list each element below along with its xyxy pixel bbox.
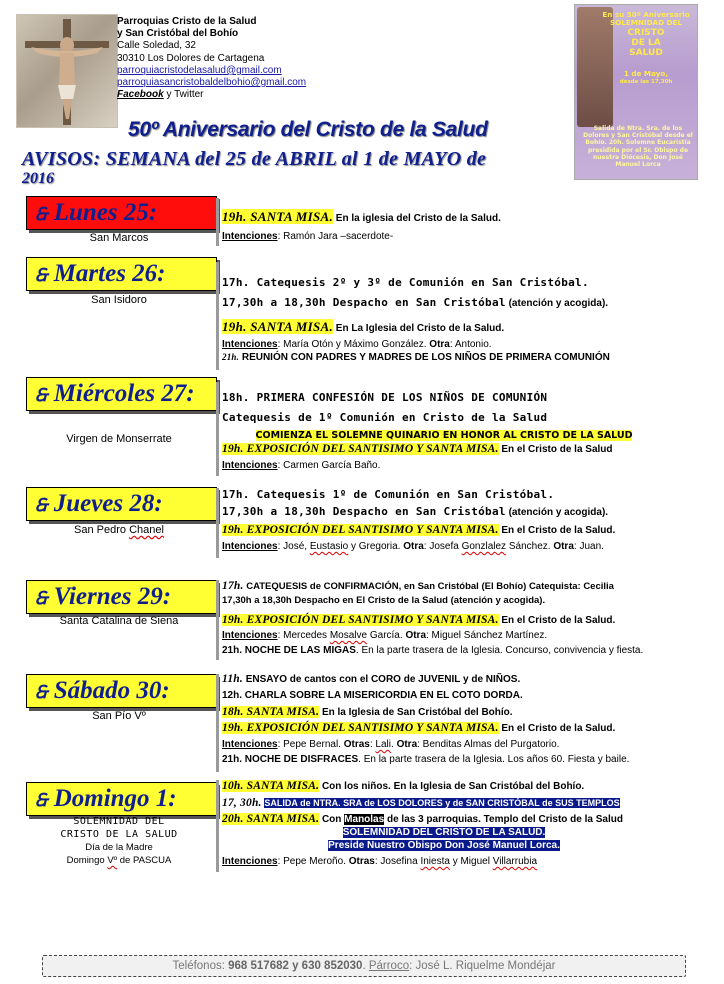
intentions-text: : Josefa xyxy=(423,541,462,552)
mothers-day: Día de la Madre xyxy=(85,842,153,853)
divider xyxy=(216,580,219,660)
otra-label: Otra xyxy=(405,630,426,641)
event-line xyxy=(222,706,513,718)
event-highlight: 19h. SANTA MISA. xyxy=(222,209,334,224)
intentions-label: Intenciones xyxy=(222,339,278,350)
page-title: 50º Aniversario del Cristo de la Salud xyxy=(128,118,488,141)
intentions-line xyxy=(222,856,537,867)
event-text: Catequesis de 1º Comunión en Cristo de la Salud xyxy=(222,411,548,424)
divider xyxy=(216,674,219,772)
easter-text: de PASCUA xyxy=(117,855,172,866)
event-text: 18h. PRIMERA CONFESIÓN DE LOS NIÑOS DE COMUNIÓN xyxy=(222,391,548,404)
intentions-text: : Juan. xyxy=(573,541,604,552)
crucifix-image xyxy=(16,14,118,128)
intentions-text: Mosalve xyxy=(329,630,368,641)
event-highlight: 19h. EXPOSICIÓN DEL SANTISIMO Y SANTA MISA. xyxy=(222,722,499,734)
intentions-text: Iniesta xyxy=(420,856,450,867)
otra-label: Otra xyxy=(396,739,418,750)
fleuron-icon: 🙲 xyxy=(35,790,48,810)
poster-line: CRISTO xyxy=(627,27,665,38)
easter-text: Domingo xyxy=(66,855,108,866)
event-text: 17,30h a 18,30h Despacho en El Cristo de la Salud (atención y acogida). xyxy=(222,595,546,606)
intentions-text: Eustasio xyxy=(309,541,349,552)
event-text: Con los niños. En la Iglesia de San Cristóbal del Bohío. xyxy=(319,781,585,792)
day-name: Miércoles 27: xyxy=(53,380,195,407)
intentions-line xyxy=(222,460,380,471)
divider xyxy=(216,382,219,476)
intentions-text: Sánchez. xyxy=(506,541,554,552)
notices-heading: AVISOS: SEMANA del 25 de ABRIL al 1 de MAYO de xyxy=(22,148,487,170)
contact-footer xyxy=(42,955,686,977)
intentions-label: Intenciones xyxy=(222,541,278,552)
event-line xyxy=(222,443,613,455)
easter-text: Vº xyxy=(107,855,118,866)
event-highlight: SALIDA de NTRA. SRA de LOS DOLORES y de SAN CRISTÓBAL de SUS TEMPLOS xyxy=(264,798,620,808)
event-line xyxy=(222,813,623,825)
event-text: 17h. Catequesis 2º y 3º de Comunión en San Cristóbal. xyxy=(222,276,589,289)
event-highlight: 19h. EXPOSICIÓN DEL SANTISIMO Y SANTA MISA. xyxy=(222,443,499,455)
intentions-text: : xyxy=(369,739,376,750)
event-highlight: COMIENZA EL SOLEMNE QUINARIO EN HONOR AL CRISTO DE LA SALUD xyxy=(255,430,633,441)
day-name: Domingo 1: xyxy=(53,785,177,812)
intentions-label: Intenciones xyxy=(222,739,278,750)
event-line xyxy=(222,673,520,685)
intentions-text: y Gregoria. xyxy=(348,541,404,552)
event-line xyxy=(222,840,666,851)
event-line xyxy=(222,430,666,441)
event-text: 17h. Catequesis 1º de Comunión en San Cristóbal. xyxy=(222,488,555,501)
fleuron-icon: 🙲 xyxy=(35,204,48,224)
event-text: 12h. CHARLA SOBRE LA MISERICORDIA EN EL COTO DORDA. xyxy=(222,690,523,701)
email-link-1[interactable]: parroquiacristodelasalud@gmail.com xyxy=(117,64,282,76)
event-line xyxy=(222,614,615,626)
solemnity-line: CRISTO DE LA SALUD xyxy=(60,829,178,840)
twitter-text: y Twitter xyxy=(163,89,204,101)
facebook-link[interactable]: Facebook xyxy=(117,89,164,101)
poster-bottom-text: Salida de Ntra. Sra. de los Dolores y San Cristóbal desde el Bohío. 20h. Solemne Eucaristía presidida por el Sr. Obispo de nuestra Diócesis, Don José Manuel Lorca xyxy=(583,125,693,169)
day-header-thursday xyxy=(26,487,217,521)
event-highlight: Manolas xyxy=(344,814,385,825)
event-text: En el Cristo de la Salud. xyxy=(498,525,616,536)
event-line xyxy=(222,524,615,536)
fleuron-icon: 🙲 xyxy=(35,495,48,515)
event-line xyxy=(222,754,629,765)
day-name: Martes 26: xyxy=(53,260,166,287)
email-link-2[interactable]: parroquiasancristobaldelbohio@gmail.com xyxy=(117,77,307,89)
divider xyxy=(216,488,219,558)
fleuron-icon: 🙲 xyxy=(35,682,48,702)
day-header-monday xyxy=(26,196,217,230)
event-text: 17,30h a 18,30h Despacho en San Cristóbal xyxy=(222,296,506,309)
parish-address: Calle Soledad, 32 xyxy=(117,40,196,52)
intentions-text: Gonzlalez xyxy=(461,541,507,552)
intentions-line xyxy=(222,739,559,750)
intentions-text: : Miguel Sánchez Martínez. xyxy=(426,630,548,641)
intentions-line xyxy=(222,231,393,242)
event-text: En la Iglesia de San Cristóbal del Bohío. xyxy=(319,707,513,718)
day-name: Jueves 28: xyxy=(53,490,163,517)
poster-line: SOLEMNIDAD DEL xyxy=(609,18,683,28)
intentions-text: : Carmen García Baño. xyxy=(277,460,381,471)
event-line xyxy=(222,391,547,404)
event-line xyxy=(222,276,589,289)
event-line xyxy=(222,488,554,501)
day-name: Viernes 29: xyxy=(53,583,172,610)
social-links xyxy=(117,89,357,101)
otra-label: Otra xyxy=(429,339,450,350)
saint-monday: San Marcos xyxy=(89,232,149,244)
otra-label: Otra xyxy=(553,541,574,552)
intentions-text: y Miguel xyxy=(449,856,493,867)
event-highlight: Preside Nuestro Obispo Don José Manuel Lorca. xyxy=(328,840,560,851)
event-line xyxy=(222,505,608,518)
event-line xyxy=(222,411,547,424)
divider xyxy=(216,198,219,246)
intentions-text: Villarrubia xyxy=(492,856,538,867)
day-name: Sábado 30: xyxy=(53,677,170,704)
poster-text xyxy=(597,11,695,87)
poster-line: SALUD xyxy=(629,47,663,58)
parish-info xyxy=(117,16,357,101)
event-highlight: SOLEMNIDAD DEL CRISTO DE LA SALUD. xyxy=(342,827,546,838)
event-highlight: 19h. EXPOSICIÓN DEL SANTISIMO Y SANTA MISA. xyxy=(222,614,499,626)
event-text: REUNIÓN CON PADRES Y MADRES DE LOS NIÑOS DE PRIMERA COMUNIÓN xyxy=(239,352,610,363)
saint-thursday xyxy=(24,524,214,536)
intentions-text: Lali xyxy=(375,739,391,750)
event-text: ENSAYO de cantos con el CORO de JUVENIL y de NIÑOS. xyxy=(242,674,521,685)
event-line xyxy=(222,690,523,701)
otras-label: Otras xyxy=(348,856,375,867)
intentions-text: . xyxy=(391,739,397,750)
saint-sunday xyxy=(24,815,214,867)
event-line xyxy=(222,797,620,809)
saint-text: San Pedro xyxy=(74,524,130,536)
intentions-line xyxy=(222,630,547,641)
intentions-label: Intenciones xyxy=(222,231,278,242)
intentions-label: Intenciones xyxy=(222,856,278,867)
divider xyxy=(216,780,219,872)
event-text: 17,30h a 18,30h Despacho en San Cristóbal xyxy=(222,505,506,518)
solemnity-line: SOLEMNIDAD DEL xyxy=(73,816,165,827)
event-line xyxy=(222,319,504,335)
event-time: 17h. xyxy=(222,580,244,592)
poster-time: desde las 17,30h xyxy=(619,79,673,86)
event-text: En el Cristo de la Salud. xyxy=(498,615,616,626)
notices-heading-year: 2016 xyxy=(22,170,54,187)
otras-label: Otras xyxy=(343,739,370,750)
event-text: de las 3 parroquias. Templo del Cristo de la Salud xyxy=(384,814,623,825)
fleuron-icon: 🙲 xyxy=(35,588,48,608)
day-header-friday xyxy=(26,580,217,614)
intentions-text: : Benditas Almas del Purgatorio. xyxy=(417,739,560,750)
event-text: 21h. NOCHE DE LAS MIGAS xyxy=(222,645,356,656)
day-header-sunday xyxy=(26,782,217,816)
event-text: CATEQUESIS de CONFIRMACIÓN, en San Cristóbal (El Bohío) Catequista: Cecilia xyxy=(243,581,614,592)
event-line xyxy=(222,352,610,363)
event-highlight: 20h. SANTA MISA. xyxy=(222,813,320,825)
event-text: En La Iglesia del Cristo de la Salud. xyxy=(333,323,505,334)
event-text: En el Cristo de la Salud. xyxy=(498,723,616,734)
crucifix-icon xyxy=(17,15,117,127)
event-line xyxy=(222,827,666,838)
intentions-text: : Antonio. xyxy=(449,339,492,350)
intentions-text: : Mercedes xyxy=(277,630,330,641)
event-text: Con xyxy=(319,814,345,825)
poster-date: 1 de Mayo, xyxy=(623,68,669,78)
easter-sunday xyxy=(24,854,214,867)
event-line xyxy=(222,296,608,309)
event-time: 11h. xyxy=(222,673,243,685)
saint-text: Chanel xyxy=(129,524,164,536)
fleuron-icon: 🙲 xyxy=(35,265,48,285)
parish-postal: 30310 Los Dolores de Cartagena xyxy=(117,52,265,64)
event-text: . En la parte trasera de la Iglesia. Los años 60. Fiesta y baile. xyxy=(358,754,630,765)
phones-label: Teléfonos: xyxy=(172,960,229,972)
day-name: Lunes 25: xyxy=(53,199,158,226)
saint-wednesday: Virgen de Monserrate xyxy=(66,433,172,445)
event-line xyxy=(222,780,584,792)
phones-value: 968 517682 y 630 852030 xyxy=(228,960,363,972)
event-text: 21h. NOCHE DE DISFRACES xyxy=(222,754,359,765)
saint-friday: Santa Catalina de Siena xyxy=(59,615,179,627)
event-time: 17, 30h. xyxy=(222,797,262,809)
intentions-text: : Ramón Jara –sacerdote- xyxy=(277,231,394,242)
parish-name-2: y San Cristóbal del Bohío xyxy=(117,28,239,40)
intentions-line xyxy=(222,339,492,350)
event-text: . En la parte trasera de la Iglesia. Concurso, convivencia y fiesta. xyxy=(355,645,644,656)
saint-saturday: San Pío Vº xyxy=(92,710,146,722)
event-text: (atención y acogida). xyxy=(505,507,609,518)
intentions-text: : José, xyxy=(277,541,310,552)
anniversary-poster xyxy=(574,4,698,180)
footer-sep: . xyxy=(362,960,369,972)
parroco-name: : José L. Riquelme Mondéjar xyxy=(409,960,556,972)
intentions-text: : Pepe Meroño. xyxy=(277,856,349,867)
divider xyxy=(216,262,219,370)
event-highlight: 19h. EXPOSICIÓN DEL SANTISIMO Y SANTA MISA. xyxy=(222,524,499,536)
event-line xyxy=(222,595,545,606)
saint-tuesday: San Isidoro xyxy=(91,294,147,306)
intentions-text: : Josefina xyxy=(374,856,421,867)
event-text: (atención y acogida). xyxy=(505,298,609,309)
event-highlight: 10h. SANTA MISA. xyxy=(222,780,320,792)
event-line xyxy=(222,722,615,734)
event-line xyxy=(222,580,614,592)
intentions-label: Intenciones xyxy=(222,630,278,641)
event-highlight: 18h. SANTA MISA. xyxy=(222,706,320,718)
intentions-text: : María Otón y Máximo González. xyxy=(277,339,430,350)
fleuron-icon: 🙲 xyxy=(35,385,48,405)
intentions-line xyxy=(222,541,604,552)
event-text: En el Cristo de la Salud xyxy=(498,444,613,455)
intentions-text: García. xyxy=(367,630,406,641)
poster-line: En su 50º Aniversario xyxy=(602,10,690,19)
event-line xyxy=(222,645,643,656)
poster-line: DE LA xyxy=(631,37,661,48)
day-header-tuesday xyxy=(26,257,217,291)
event-text: En la iglesia del Cristo de la Salud. xyxy=(333,213,501,224)
intentions-label: Intenciones xyxy=(222,460,278,471)
day-header-saturday xyxy=(26,674,217,708)
day-header-wednesday xyxy=(26,377,217,411)
event-time: 21h. xyxy=(222,352,240,362)
parroco-label: Párroco xyxy=(368,960,410,972)
parish-name-1: Parroquias Cristo de la Salud xyxy=(117,16,257,27)
event-highlight: 19h. SANTA MISA. xyxy=(222,319,334,334)
event-line xyxy=(222,209,501,225)
otra-label: Otra xyxy=(403,541,424,552)
intentions-text: : Pepe Bernal. xyxy=(277,739,344,750)
